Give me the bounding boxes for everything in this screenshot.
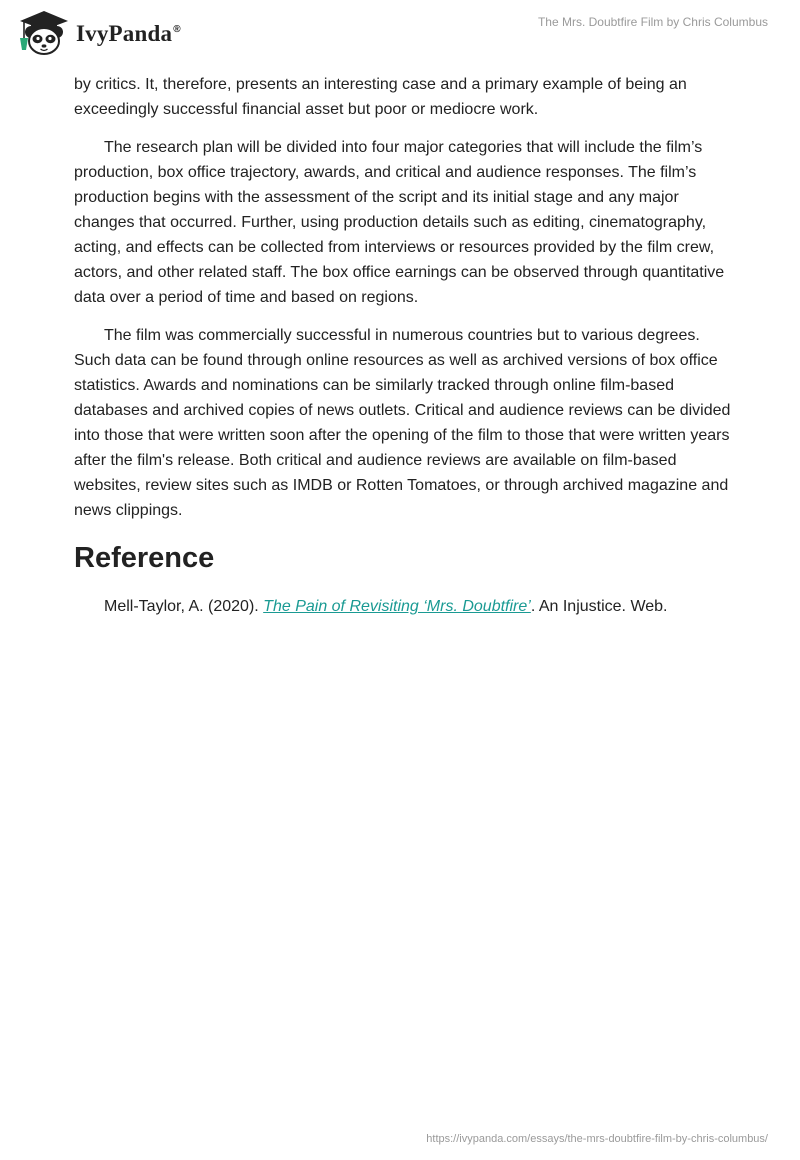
panda-graduate-icon — [14, 8, 72, 58]
reference-prefix: Mell-Taylor, A. (2020). — [104, 598, 264, 615]
reference-link[interactable]: The Pain of Revisiting ‘Mrs. Doubtfire’ — [263, 598, 531, 615]
body-paragraph-1: by critics. It, therefore, presents an interesting case and a primary example of being an exceedingly successful financial asset but poor or mediocre work. — [74, 76, 687, 118]
ivypanda-logo[interactable] — [14, 8, 181, 58]
essay-body — [74, 72, 734, 619]
body-paragraph-3: The film was commercially successful in numerous countries but to various degrees. Such data can be found through online resources as well as archived versions of box office statistics. Awards and nominations can be similarly tracked through online film-based databases and archived copies of news outlets. Critical and audience reviews can be divided into those that were written soon after the opening of the film to those that were written years after the film's release. Both critical and audience reviews are available on film-based websites, review sites such as IMDB or Rotten Tomatoes, or through archived magazine and news clippings. — [74, 327, 731, 519]
body-paragraph-2: The research plan will be divided into four major categories that will include the film’s production, box office trajectory, awards, and critical and audience responses. The film’s production begins with the assessment of the script and its initial stage and any major changes that occurred. Further, using production details such as editing, cinematography, acting, and effects can be collected from interviews or resources provided by the film crew, actors, and other related staff. The box office earnings can be observed through quantitative data over a period of time and based on regions. — [74, 139, 725, 306]
page-header — [0, 0, 800, 70]
logo-wordmark: IvyPanda® — [76, 21, 181, 46]
reference-entry — [74, 594, 734, 619]
footer-url: https://ivypanda.com/essays/the-mrs-doubtfire-film-by-chris-columbus/ — [426, 1133, 768, 1145]
reference-suffix: . An Injustice. Web. — [530, 598, 668, 615]
document-title: The Mrs. Doubtfire Film by Chris Columbus — [537, 15, 768, 29]
reference-heading: Reference — [74, 542, 215, 574]
registered-mark: ® — [173, 24, 181, 36]
